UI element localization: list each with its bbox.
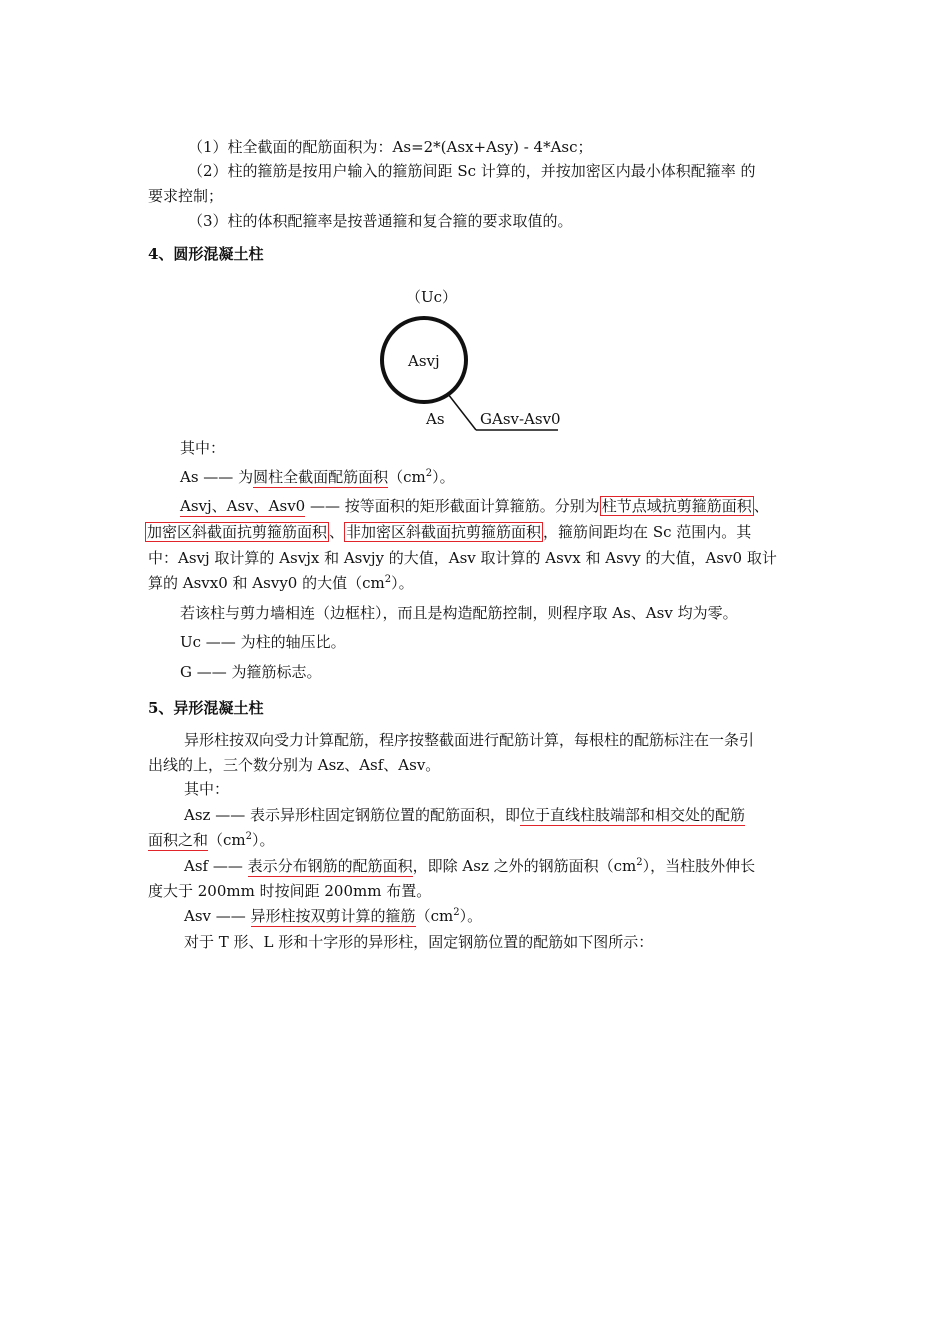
item-2: （2）柱的箍筋是按用户输入的箍筋间距 Sc 计算的，并按加密区内最小体积配箍率 的	[188, 162, 756, 180]
asz-underlined: 位于直线柱肢端部和相交处的配筋	[519, 806, 745, 824]
section-5-heading: 5、异形混凝土柱	[148, 699, 264, 717]
asvj-definition-line4	[148, 573, 414, 593]
asv-end: ）。	[459, 907, 483, 925]
sep: 、	[329, 523, 345, 541]
asv-sup: 2	[453, 907, 460, 918]
line4-sup: 2	[384, 574, 392, 585]
line4-text: 算的 Asvx0 和 Asvy0 的大值（cm	[148, 574, 385, 592]
g-definition: G —— 为箍筋标志。	[180, 663, 322, 681]
asf-definition-line2: 度大于 200mm 时按间距 200mm 布置。	[148, 882, 432, 900]
asv-definition	[184, 906, 482, 926]
asvj-definition-line2	[145, 522, 751, 542]
highlight-box-3: 非加密区斜截面抗剪箍筋面积	[346, 523, 542, 541]
item-2-continued: 要求控制；	[148, 187, 224, 205]
section-5-qizhong: 其中：	[184, 780, 230, 798]
section-5-para-1: 异形柱按双向受力计算配筋，程序按整截面进行配筋计算，每根柱的配筋标注在一条引	[184, 731, 755, 749]
asv-term: Asv ——	[184, 907, 251, 925]
section-5-para-1-cont: 出线的上，三个数分别为 Asz、Asf、Asv。	[148, 756, 441, 774]
as-unit-end: ）。	[432, 468, 455, 486]
asvj-term: Asvj、Asv、Asv0	[180, 497, 306, 515]
as-definition	[180, 467, 455, 487]
uc-label: （Uc）	[406, 288, 458, 306]
asf-text: ，即除 Asz 之外的钢筋面积（cm	[412, 857, 637, 875]
asz2-underlined: 面积之和	[148, 831, 209, 849]
as-underlined: 圆柱全截面配筋面积	[253, 468, 389, 486]
asz2-end: ）。	[252, 831, 275, 849]
highlight-box-2: 加密区斜截面抗剪箍筋面积	[147, 523, 328, 541]
item-3: （3）柱的体积配箍率是按普通箍和复合箍的要求取值的。	[188, 212, 573, 230]
asv-unit: （cm	[415, 907, 454, 925]
asz-text: Asz —— 表示异形柱固定钢筋位置的配筋面积，即	[184, 806, 520, 824]
asz2-unit: （cm	[208, 831, 246, 849]
line4-end: ）。	[391, 574, 414, 592]
asz-definition-line2	[148, 830, 275, 850]
qizhong-label: 其中：	[180, 439, 226, 457]
asvj-line2-rest: ，箍筋间距均在 Sc 范围内。其	[543, 523, 752, 541]
gasv-label: GAsv-Asv0	[480, 410, 561, 428]
asz2-sup: 2	[245, 831, 253, 842]
asf-term: Asf ——	[184, 857, 248, 875]
asvj-text: —— 按等面积的矩形截面计算箍筋。分别为	[305, 497, 600, 515]
asvj-sep: 、	[753, 497, 769, 515]
asvj-definition-line3: 中：Asvj 取计算的 Asvjx 和 Asvjy 的大值，Asv 取计算的 Asvx 和 Asvy 的大值，Asv0 取计	[148, 549, 777, 567]
asvj-label: Asvj	[408, 352, 440, 370]
asf-end: ），当柱肢外伸长	[642, 857, 756, 875]
asvj-definition	[180, 496, 769, 516]
as-unit-sup: 2	[425, 468, 433, 479]
asz-definition	[184, 805, 745, 825]
section-5-last-line: 对于 T 形、L 形和十字形的异形柱，固定钢筋位置的配筋如下图所示：	[184, 933, 654, 951]
section-4-heading: 4、圆形混凝土柱	[148, 245, 264, 263]
frame-column-note: 若该柱与剪力墙相连（边框柱），而且是构造配筋控制，则程序取 As、Asv 均为零。	[180, 604, 738, 622]
uc-definition: Uc —— 为柱的轴压比。	[180, 633, 346, 651]
as-label: As	[426, 410, 445, 428]
circular-column-diagram	[360, 282, 590, 442]
item-1: （1）柱全截面的配筋面积为：As=2*(Asx+Asy) - 4*Asc；	[188, 138, 593, 156]
leader-line	[448, 394, 476, 430]
highlight-box-1: 柱节点域抗剪箍筋面积	[601, 497, 752, 515]
asf-definition	[184, 856, 755, 876]
asf-sup: 2	[636, 857, 643, 868]
asv-underlined: 异形柱按双剪计算的箍筋	[250, 907, 416, 925]
as-unit: （cm	[388, 468, 426, 486]
as-term: As —— 为	[180, 468, 254, 486]
asf-underlined: 表示分布钢筋的配筋面积	[247, 857, 413, 875]
